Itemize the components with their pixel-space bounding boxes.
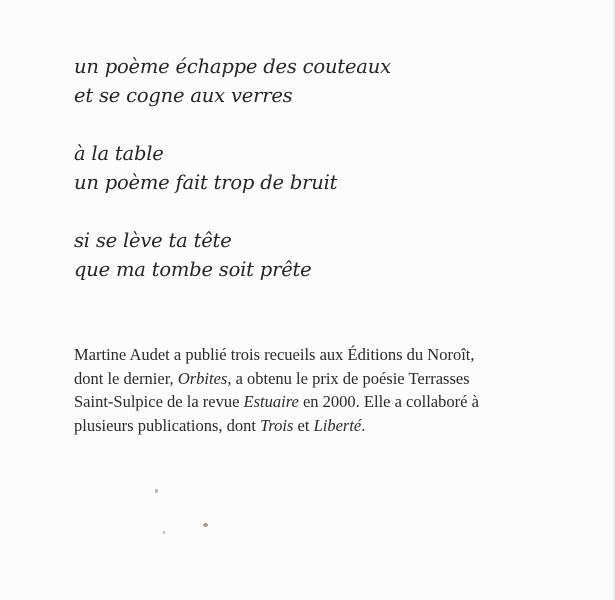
poem (74, 52, 391, 313)
poem-stanza-3 (74, 226, 391, 284)
author-bio (74, 343, 544, 437)
bio-text: , a obtenu le prix de poésie Terrasses (227, 368, 470, 388)
bio-text: Martine Audet a publié trois recueils aux Éditions du Noroît, (74, 345, 475, 364)
poem-line: un poème fait trop de bruit (74, 171, 338, 194)
bio-text: dont le dernier, (74, 368, 178, 388)
bio-line-3 (74, 390, 544, 414)
poem-line: à la table (74, 142, 164, 165)
poem-line: si se lève ta tête (74, 229, 232, 252)
bio-text: en 2000. Elle a collaboré à (298, 392, 479, 411)
bio-text: Saint-Sulpice de la revue (74, 392, 244, 411)
poem-line: un poème échappe des couteaux (74, 55, 391, 78)
poem-stanza-2 (74, 139, 391, 197)
bio-line-2 (74, 367, 544, 391)
bio-text: . (361, 415, 366, 435)
bio-text: plusieurs publications, dont (74, 415, 261, 435)
bio-line-4 (74, 414, 544, 438)
bio-line-1 (74, 343, 544, 367)
journal-title-estuaire: Estuaire (243, 392, 299, 411)
poem-stanza-1 (74, 52, 391, 110)
paper-speck (155, 489, 158, 493)
paper-speck (203, 523, 208, 527)
poem-line: et se cogne aux verres (74, 84, 293, 107)
poem-line: que ma tombe soit prête (74, 258, 312, 281)
book-title-orbites: Orbites (177, 368, 228, 388)
bio-text: et (293, 415, 314, 435)
paper-speck (163, 531, 165, 534)
publication-title-liberte: Liberté (313, 415, 362, 435)
publication-title-trois: Trois (260, 415, 294, 435)
